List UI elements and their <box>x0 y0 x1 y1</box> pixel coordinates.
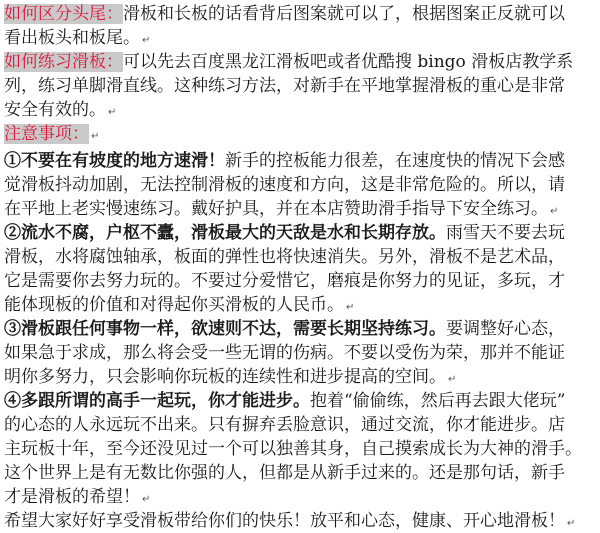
note-3-line-2 <box>4 341 594 365</box>
head-tail-line-2 <box>4 26 594 50</box>
note-2-line-3 <box>4 269 594 293</box>
head-tail-heading: 如何区分头尾： <box>4 4 123 24</box>
note-3-line-3 <box>4 365 594 389</box>
note-2-line-4 <box>4 293 594 317</box>
practice-heading: 如何练习滑板： <box>4 52 123 72</box>
paragraph-mark-icon: ↵ <box>567 518 576 529</box>
note-4-line-2 <box>4 413 594 437</box>
closing-text: 希望大家好好享受滑板带给你们的快乐！放平和心态，健康、开心地滑板！ <box>4 511 565 531</box>
note-4-text-2: 的心态的人永远玩不出来。只有摒弃丢脸意识，通过交流，你才能进步。店 <box>4 415 565 435</box>
note-2-text-2: 滑板，水将腐蚀轴承，板面的弹性也将快速消失。另外，滑板不是艺术品， <box>4 247 565 267</box>
note-4-text-4: 这个世界上是有无数比你强的人，但都是从新手过来的。还是那句话，新手 <box>4 463 565 483</box>
paragraph-mark-icon: ↵ <box>91 131 100 142</box>
note-2-line-2 <box>4 245 594 269</box>
practice-line-2 <box>4 74 594 98</box>
note-4-bold: ④多跟所谓的高手一起玩，你才能进步。 <box>4 391 310 411</box>
paragraph-mark-icon: ↵ <box>346 302 355 313</box>
note-3-line-1 <box>4 317 594 341</box>
note-4-line-1 <box>4 389 594 413</box>
document-page <box>4 2 594 533</box>
closing-line <box>4 509 594 533</box>
note-3-bold: ③滑板跟任何事物一样，欲速则不达，需要长期坚持练习。 <box>4 319 446 339</box>
paragraph-mark-icon: ↵ <box>448 374 457 385</box>
note-1-line-2 <box>4 173 594 197</box>
head-tail-text-2: 看出板头和板尾。 <box>4 28 140 48</box>
note-2-text-3: 它是需要你去努力玩的。不要过分爱惜它，磨痕是你努力的见证，多玩，才 <box>4 271 565 291</box>
paragraph-mark-icon: ↵ <box>550 206 559 217</box>
note-1-text-1: 新手的控板能力很差，在速度快的情况下会感 <box>225 151 565 171</box>
practice-line-1 <box>4 50 594 74</box>
practice-text-2: 列，练习单脚滑直线。这种练习方法，对新手在平地掌握滑板的重心是非常 <box>4 76 565 96</box>
head-tail-text-1: 滑板和长板的话看背后图案就可以了，根据图案正反就可以 <box>123 4 565 24</box>
note-4-text-3: 主玩板十年，至今还没见过一个可以独善其身，自己摸索成长为大神的滑手。 <box>4 439 582 459</box>
note-1-text-3: 在平地上老实慢速练习。戴好护具，并在本店赞助滑手指导下安全练习。 <box>4 199 548 219</box>
note-1-line-3 <box>4 197 594 221</box>
note-2-bold: ②流水不腐，户枢不蠹，滑板最大的天敌是水和长期存放。 <box>4 223 446 243</box>
notes-heading: 注意事项： <box>4 124 89 144</box>
note-4-line-3 <box>4 437 594 461</box>
note-2-text-1: 雨雪天不要去玩 <box>446 223 565 243</box>
note-4-text-5: 才是滑板的希望！ <box>4 487 140 507</box>
paragraph-mark-icon: ↵ <box>108 107 117 118</box>
note-1-text-2: 觉滑板抖动加剧，无法控制滑板的速度和方向，这是非常危险的。所以，请 <box>4 175 565 195</box>
note-2-line-1 <box>4 221 594 245</box>
notes-heading-line <box>4 122 594 146</box>
note-3-text-2: 如果急于求成，那么将会受一些无谓的伤病。不要以受伤为荣，那并不能证 <box>4 343 565 363</box>
practice-text-3: 安全有效的。 <box>4 100 106 120</box>
head-tail-line-1 <box>4 2 594 26</box>
note-1-bold: ①不要在有坡度的地方速滑！ <box>4 151 225 171</box>
practice-line-3 <box>4 98 594 122</box>
note-2-text-4: 能体现板的价值和对得起你买滑板的人民币。 <box>4 295 344 315</box>
note-1-line-1 <box>4 149 594 173</box>
paragraph-mark-icon: ↵ <box>142 494 151 505</box>
note-4-text-1: 抱着“偷偷练，然后再去跟大佬玩” <box>310 391 566 411</box>
practice-text-1: 可以先去百度黑龙江滑板吧或者优酷搜 bingo 滑板店教学系 <box>123 52 574 72</box>
paragraph-mark-icon: ↵ <box>142 35 151 46</box>
note-3-text-1: 要调整好心态， <box>446 319 565 339</box>
note-4-line-5 <box>4 485 594 509</box>
note-3-text-3: 明你多努力，只会影响你玩板的连续性和进步提高的空间。 <box>4 367 446 387</box>
note-4-line-4 <box>4 461 594 485</box>
